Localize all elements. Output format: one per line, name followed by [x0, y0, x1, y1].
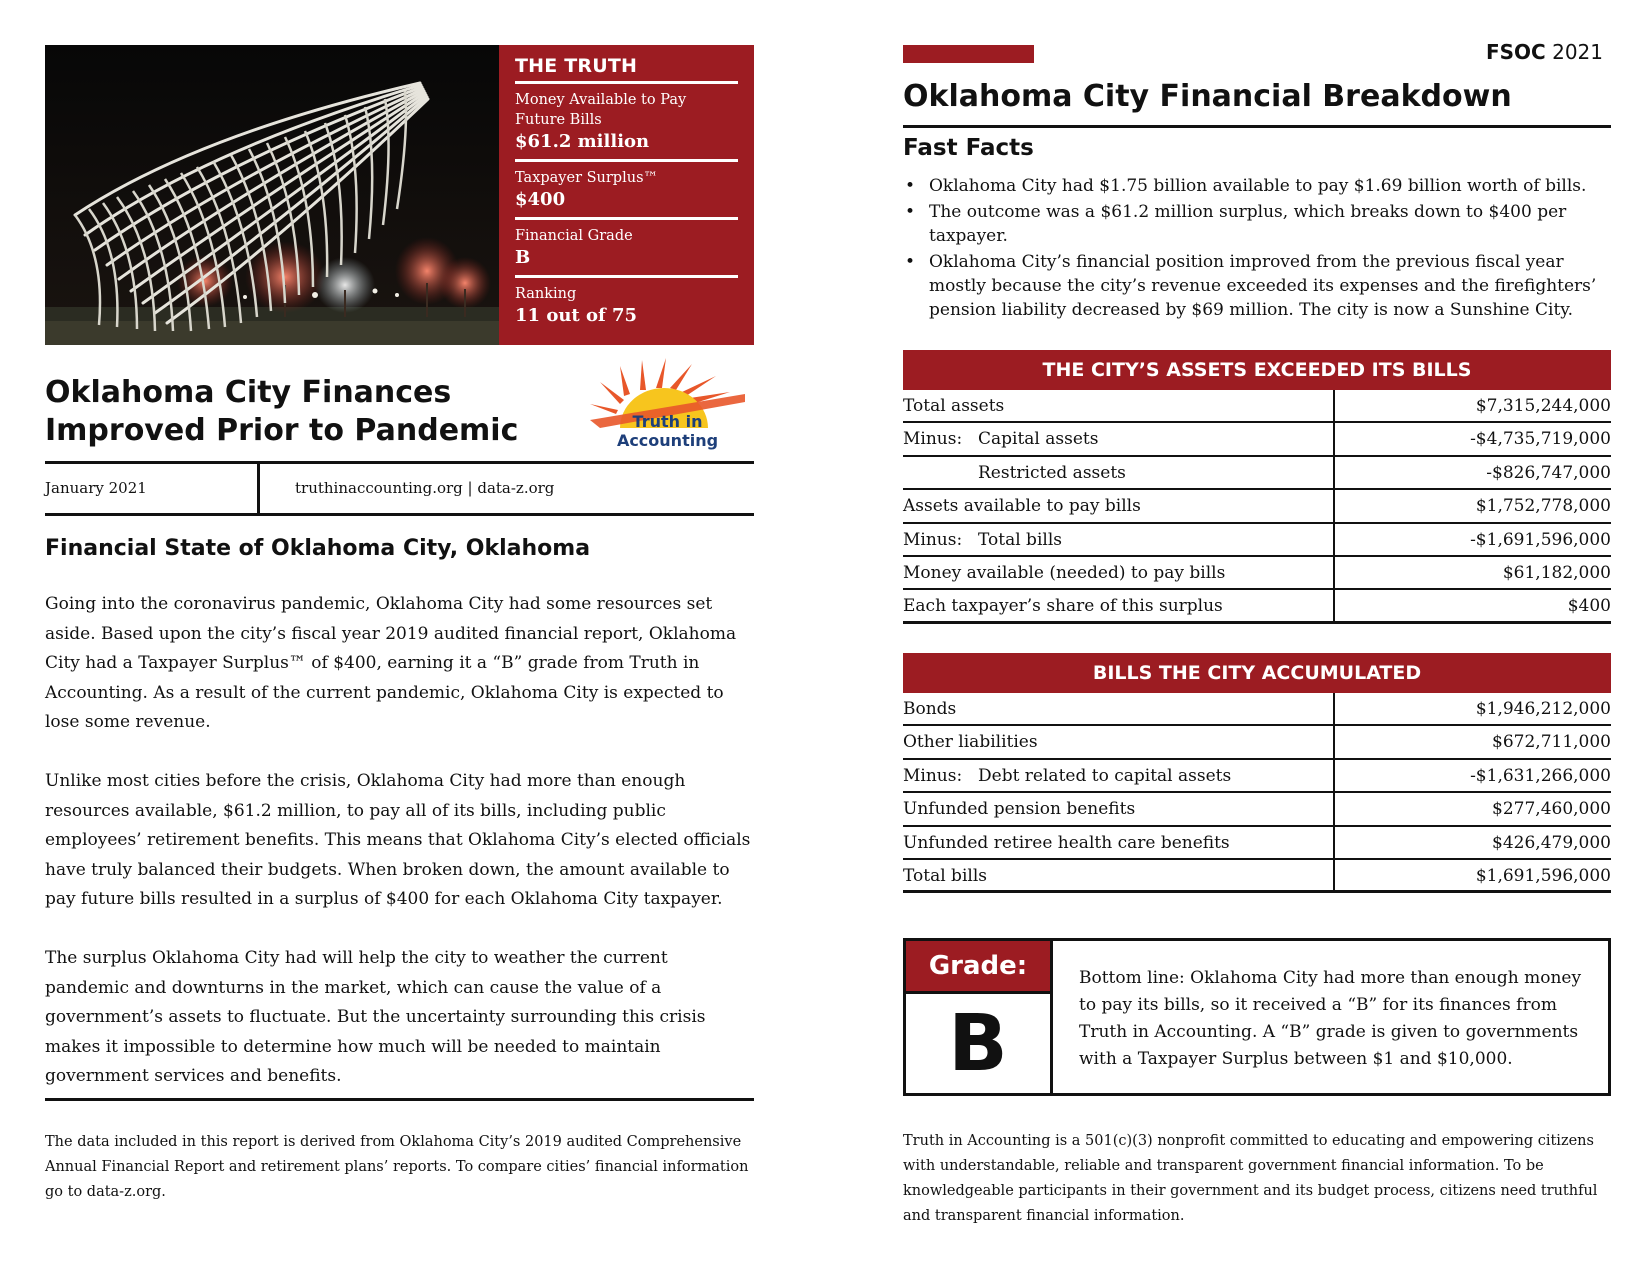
fsoc-label: [1486, 40, 1603, 64]
fast-facts-list: [903, 174, 1611, 324]
row-label: Capital assets: [978, 429, 1099, 450]
row-label: Total assets: [903, 396, 1005, 416]
report-date: January 2021: [45, 464, 260, 513]
fsoc-bold: FSOC: [1485, 40, 1546, 64]
row-value: $7,315,244,000: [1475, 396, 1611, 416]
the-truth-box: [499, 45, 754, 345]
hero-section: [45, 45, 754, 345]
table-row: [903, 590, 1611, 623]
row-label: Unfunded retiree health care benefits: [903, 832, 1230, 853]
truth-item-taxpayer-surplus: [515, 162, 738, 220]
data-source-note: The data included in this report is derived from Oklahoma City’s 2019 audited Comprehensive Annual Financial Report and retirement plans’ reports. To compare cities’ financial information go to data-z.org.: [45, 1134, 749, 1200]
truth-item-financial-grade: [515, 220, 738, 278]
assets-table-title: THE CITY’S ASSETS EXCEEDED ITS BILLS: [903, 350, 1611, 390]
the-truth-title: THE TRUTH: [515, 55, 738, 84]
row-value: -$826,747,000: [1486, 462, 1611, 483]
fsoc-year: 2021: [1552, 40, 1603, 64]
sculpture-photo-illustration: [45, 45, 499, 345]
truth-item-money-available: [515, 84, 738, 162]
left-footer-divider: [45, 1098, 754, 1101]
report-websites: truthinaccounting.org | data-z.org: [295, 479, 555, 497]
truth-value: B: [515, 247, 531, 268]
row-label: Each taxpayer’s share of this surplus: [903, 596, 1223, 617]
breakdown-title: Oklahoma City Financial Breakdown: [903, 77, 1611, 128]
table-row: [903, 726, 1611, 759]
table-row: [903, 390, 1611, 423]
red-accent-bar: [903, 45, 1034, 63]
body-text: [45, 590, 757, 1121]
truth-label: Taxpayer Surplus™: [515, 170, 659, 186]
row-prefix: Minus:: [903, 765, 963, 786]
table-row: [903, 793, 1611, 826]
table-row: [903, 423, 1611, 456]
meta-bar: [45, 461, 754, 516]
assets-table: [903, 350, 1611, 624]
table-row: [903, 524, 1611, 557]
row-value: $1,946,212,000: [1475, 699, 1611, 719]
truth-label: Financial Grade: [515, 228, 633, 244]
truth-label: Ranking: [515, 286, 577, 302]
table-row: [903, 490, 1611, 523]
table-row: [903, 860, 1611, 893]
truth-label: Money Available to Pay Future Bills: [515, 92, 687, 128]
bills-table-title: BILLS THE CITY ACCUMULATED: [903, 653, 1611, 693]
row-label: Unfunded pension benefits: [903, 799, 1136, 820]
row-value: $426,479,000: [1492, 832, 1611, 853]
row-value: $1,752,778,000: [1475, 496, 1611, 517]
row-value: $400: [1567, 596, 1611, 617]
row-label: Total bills: [903, 865, 987, 886]
row-value: $672,711,000: [1492, 732, 1611, 753]
row-value: -$1,691,596,000: [1470, 529, 1611, 550]
table-row: [903, 457, 1611, 490]
table-row: [903, 827, 1611, 860]
fast-fact-item: • The outcome was a $61.2 million surplus, which breaks down to $400 per taxpayer.: [903, 200, 1611, 248]
fast-fact-item: • Oklahoma City’s financial position improved from the previous fiscal year mostly because the city’s revenue exceeded its expenses and the firefighters’ pension liability decreased by $69 million. The city is now a Sunshine City.: [903, 250, 1611, 322]
truth-value: 11 out of 75: [515, 305, 638, 326]
row-label: Debt related to capital assets: [978, 765, 1232, 786]
logo-wordmark: Truth in Accounting: [616, 412, 719, 450]
truth-value: $61.2 million: [515, 131, 650, 152]
report-title: [45, 374, 565, 450]
row-value: $277,460,000: [1492, 799, 1611, 820]
body-paragraph-2: Unlike most cities before the crisis, Oklahoma City had more than enough resources available, $61.2 million, to pay all of its bills, including public employees’ retirement benefits. This means that Oklahoma City’s elected officials have truly balanced their budgets. When broken down, the amount available to pay future bills resulted in a surplus of $400 for each Oklahoma City taxpayer.: [45, 771, 751, 909]
body-paragraph-1: Going into the coronavirus pandemic, Oklahoma City had some resources set aside. Based upon the city’s fiscal year 2019 audited financial report, Oklahoma City had a Taxpayer Surplus™ of $400, earning it a “B” grade from Truth in Accounting. As a result of the current pandemic, Oklahoma City is expected to lose some revenue.: [45, 594, 737, 732]
row-label: Assets available to pay bills: [903, 496, 1141, 517]
row-label: Other liabilities: [903, 732, 1038, 753]
row-value: -$4,735,719,000: [1470, 429, 1611, 450]
row-label: Total bills: [978, 529, 1062, 550]
grade-letter: B: [906, 991, 1050, 1093]
grade-badge: [906, 941, 1053, 1093]
report-title-line-1: Oklahoma City Finances: [45, 375, 452, 410]
row-value: -$1,631,266,000: [1470, 765, 1611, 786]
table-row: [903, 760, 1611, 793]
truth-in-accounting-logo: [580, 358, 755, 450]
row-label: Bonds: [903, 699, 957, 719]
fast-facts-heading: Fast Facts: [903, 135, 1034, 161]
report-title-line-2: Improved Prior to Pandemic: [45, 413, 519, 448]
body-paragraph-3: The surplus Oklahoma City had will help the city to weather the current pandemic and downturns in the market, which can cause the value of a government’s assets to fluctuate. But the uncertainty surrounding this crisis makes it impossible to determine how much will be needed to maintain government services and benefits.: [45, 948, 706, 1086]
grade-box: [903, 938, 1611, 1096]
table-row: [903, 557, 1611, 590]
row-value: $1,691,596,000: [1475, 865, 1611, 886]
row-prefix: Minus:: [903, 429, 963, 450]
grade-label: Grade:: [906, 941, 1050, 991]
bottom-line-text: Bottom line: Oklahoma City had more than enough money to pay its bills, so it received a “B” for its finances from Truth in Accounting. A “B” grade is given to governments with a Taxpayer Surplus between $1 and $10,000.: [1079, 968, 1582, 1069]
truth-item-ranking: [515, 278, 738, 333]
table-row: [903, 693, 1611, 726]
row-prefix: Minus:: [903, 529, 963, 550]
organization-description: Truth in Accounting is a 501(c)(3) nonprofit committed to educating and empowering citizens with understandable, reliable and transparent government financial information. To be knowledgeable participants in their government and its budget process, citizens need truthful and transparent financial information.: [903, 1133, 1598, 1224]
hero-photo: [45, 45, 499, 345]
row-label: Money available (needed) to pay bills: [903, 562, 1226, 583]
fast-fact-item: • Oklahoma City had $1.75 billion available to pay $1.69 billion worth of bills.: [903, 174, 1611, 198]
truth-value: $400: [515, 189, 566, 210]
row-value: $61,182,000: [1502, 562, 1611, 583]
row-label: Restricted assets: [978, 462, 1126, 483]
bills-table: [903, 653, 1611, 893]
financial-state-heading: Financial State of Oklahoma City, Oklahoma: [45, 536, 591, 561]
